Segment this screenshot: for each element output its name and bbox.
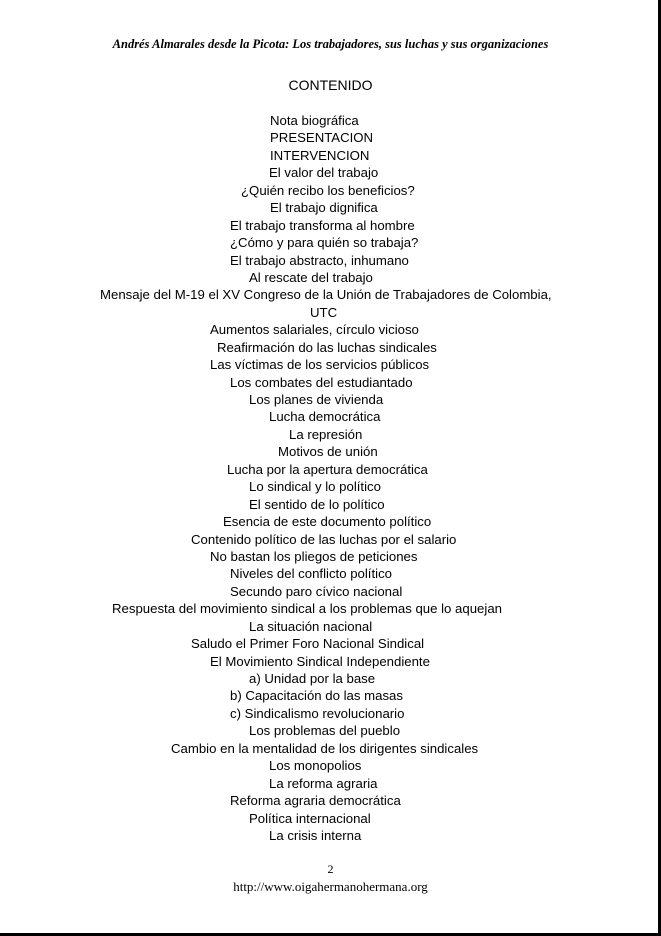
toc-entry: El Movimiento Sindical Independiente: [210, 653, 430, 669]
toc-entry: UTC: [310, 304, 338, 320]
toc-entry: b) Capacitación do las masas: [230, 688, 403, 704]
toc-entry: El valor del trabajo: [269, 165, 379, 181]
toc-entry: Lo sindical y lo político: [249, 479, 381, 495]
toc-entry: El trabajo dignifica: [270, 200, 378, 216]
toc-entry: ¿Quién recibo los beneficios?: [241, 182, 415, 198]
toc-entry: a) Unidad por la base: [249, 671, 376, 686]
toc-entry: La represión: [289, 426, 363, 442]
toc-entry: Contenido político de las luchas por el salario: [191, 531, 457, 547]
toc-entry: Secundo paro cívico nacional: [230, 583, 403, 599]
page-number: 2: [327, 862, 334, 876]
toc-entry: Las víctimas de los servicios públicos: [210, 357, 430, 373]
toc-entry: La situación nacional: [249, 618, 373, 634]
toc-entry: Cambio en la mentalidad de los dirigentes sindicales: [171, 740, 479, 756]
toc-entry: La crisis interna: [269, 827, 362, 843]
toc-entry: El trabajo abstracto, inhumano: [230, 252, 409, 268]
toc-entry: Los planes de vivienda: [249, 392, 384, 407]
toc-entry: El trabajo transforma al hombre: [230, 217, 415, 233]
toc-entry: Reforma agraria democrática: [230, 793, 401, 809]
toc-entry: Respuesta del movimiento sindical a los problemas que lo aquejan: [112, 601, 502, 617]
toc-entry: Aumentos salariales, círculo vicioso: [210, 322, 419, 338]
toc-entry: ¿Cómo y para quién so trabaja?: [230, 235, 419, 251]
toc-entry: El sentido de lo político: [249, 496, 385, 512]
toc-entry: Al rescate del trabajo: [249, 269, 373, 285]
toc-entry: Nota biográfica: [270, 113, 359, 128]
toc-entry: Los monopolios: [269, 758, 362, 774]
toc-entry: Esencia de este documento político: [223, 514, 432, 530]
toc-entry: Los combates del estudiantado: [230, 374, 413, 390]
toc-entry: Lucha democrática: [269, 409, 381, 425]
toc-entry: Lucha por la apertura democrática: [227, 461, 428, 477]
toc-entry: No bastan los pliegos de peticiones: [210, 548, 418, 564]
toc-entry: c) Sindicalismo revolucionario: [230, 705, 405, 721]
toc-entry: Mensaje del M-19 el XV Congreso de la Unión de Trabajadores de Colombia,: [100, 287, 552, 303]
toc-entry: Saludo el Primer Foro Nacional Sindical: [191, 636, 425, 652]
toc-entry: La reforma agraria: [269, 775, 378, 791]
toc-entry: INTERVENCION: [270, 147, 370, 163]
running-header: Andrés Almarales desde la Picota: Los trabajadores, sus luchas y sus organizaciones: [112, 37, 549, 51]
toc-entry: Los problemas del pueblo: [249, 723, 401, 739]
toc-entry: Política internacional: [249, 810, 371, 826]
toc-entry: Motivos de unión: [278, 444, 378, 460]
toc-entry: PRESENTACION: [270, 130, 374, 146]
footer-url: http://www.oigahermanohermana.org: [233, 879, 428, 894]
contents-heading: CONTENIDO: [288, 77, 373, 93]
toc-entry: Reafirmación do las luchas sindicales: [217, 339, 437, 355]
table-of-contents: [0, 112, 661, 844]
toc-entry: Niveles del conflicto político: [230, 566, 392, 582]
